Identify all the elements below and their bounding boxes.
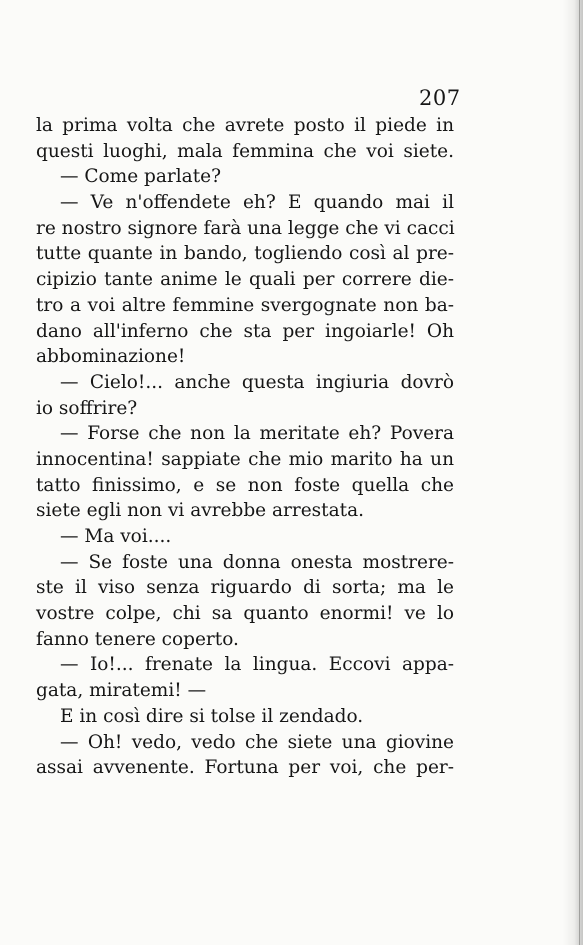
text-line: dano all'inferno che sta per ingoiarle! Oh bbox=[36, 320, 454, 342]
text-line: — Ve n'offendete eh? E quando mai il bbox=[60, 192, 454, 214]
text-line: — Come parlate? bbox=[60, 166, 222, 188]
page-edge-line bbox=[579, 0, 580, 945]
text-line: — Io!... frenate la lingua. Eccovi appa- bbox=[60, 654, 454, 676]
text-line: fanno tenere coperto. bbox=[36, 628, 239, 650]
text-line: siete egli non vi avrebbe arrestata. bbox=[36, 500, 364, 522]
text-line: tro a voi altre femmine svergognate non ba- bbox=[36, 294, 454, 316]
text-line: la prima volta che avrete posto il piede in bbox=[36, 115, 454, 136]
text-line: cipizio tante anime le quali per correre die- bbox=[36, 269, 454, 291]
body-text bbox=[36, 113, 454, 781]
text-line: — Oh! vedo, vedo che siete una giovine bbox=[60, 731, 454, 753]
text-line: E in così dire si tolse il zendado. bbox=[60, 705, 364, 727]
text-line: — Ma voi.... bbox=[60, 526, 172, 547]
text-line: re nostro signore farà una legge che vi cacci bbox=[36, 217, 455, 239]
page-edge-shadow bbox=[563, 0, 583, 945]
text-line: — Se foste una donna onesta mostrere- bbox=[60, 551, 454, 573]
text-line: io soffrire? bbox=[36, 397, 138, 419]
text-line: questi luoghi, mala femmina che voi siete. bbox=[36, 140, 454, 162]
text-line: tutte quante in bando, togliendo così al pre- bbox=[36, 243, 454, 265]
text-line: vostre colpe, chi sa quanto enormi! ve lo bbox=[36, 603, 454, 625]
text-line: assai avvenente. Fortuna per voi, che per- bbox=[36, 757, 454, 779]
text-line: gata, miratemi! — bbox=[36, 680, 207, 702]
text-line: — Forse che non la meritate eh? Povera bbox=[60, 423, 454, 445]
page-number: 207 bbox=[419, 86, 461, 110]
text-line: innocentina! sappiate che mio marito ha un bbox=[36, 448, 454, 470]
text-line: abbominazione! bbox=[36, 346, 186, 368]
text-line: tatto finissimo, e se non foste quella che bbox=[36, 474, 454, 496]
text-line: — Cielo!... anche questa ingiuria dovrò bbox=[60, 371, 454, 393]
text-line: ste il viso senza riguardo di sorta; ma le bbox=[36, 577, 454, 599]
